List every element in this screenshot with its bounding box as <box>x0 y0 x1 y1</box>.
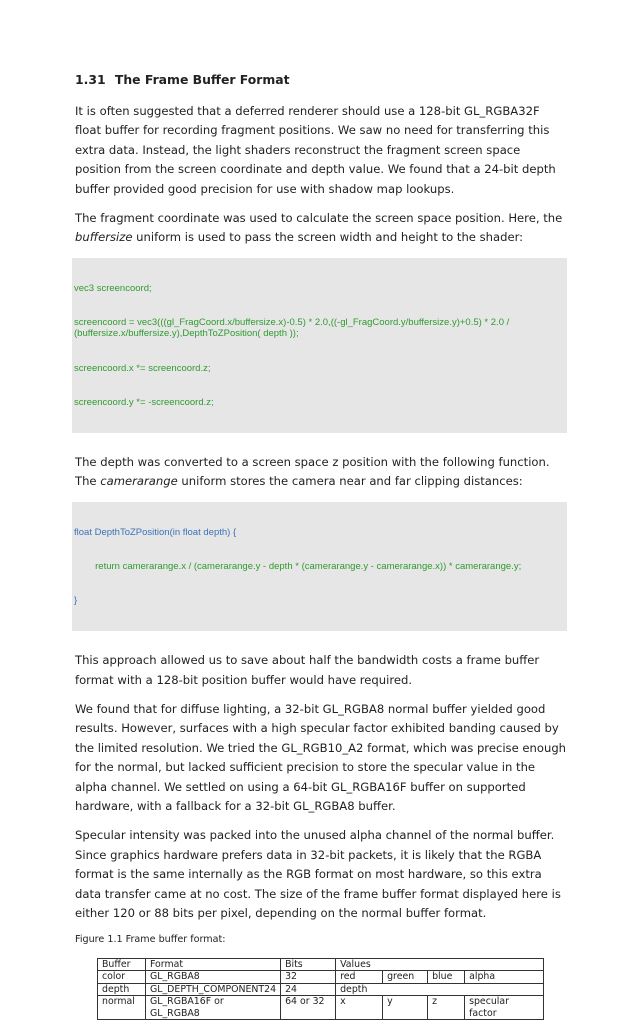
paragraph-2 <box>75 209 567 248</box>
code-line: return camerarange.x / (camerarange.y - depth * (camerarange.y - camerarange.x)) * camerarange.y; <box>74 561 565 572</box>
table-cell: x <box>336 996 383 1020</box>
code-line: screencoord.y *= -screencoord.z; <box>74 397 565 408</box>
table-cell: green <box>383 971 428 984</box>
code-line: screencoord.x *= screencoord.z; <box>74 363 565 374</box>
paragraph-3-text-b: uniform stores the camera near and far clipping distances: <box>178 474 523 488</box>
paragraph-3 <box>75 453 567 492</box>
table-cell: GL_RGBA8 <box>146 971 281 984</box>
figure-caption: Figure 1.1 Frame buffer format: <box>75 934 567 945</box>
table-cell: blue <box>428 971 465 984</box>
paragraph-1: It is often suggested that a deferred renderer should use a 128-bit GL_RGBA32F float buffer for recording fragment positions. We saw no need for transferring this extra data. Instead, the light shaders reconstruct the fragment screen space position from the screen coordinate and depth value. We found that a 24-bit depth buffer provided good precision for use with shadow map lookups. <box>75 102 567 199</box>
table-cell: y <box>383 996 428 1020</box>
paragraph-3-text-a: The depth was converted to a screen space z position with the following function. The <box>75 455 550 488</box>
table-header-cell: Format <box>146 958 281 971</box>
table-cell: depth <box>98 983 146 996</box>
table-cell: GL_RGBA16F or GL_RGBA8 <box>146 996 281 1020</box>
table-cell: GL_DEPTH_COMPONENT24 <box>146 983 281 996</box>
table-row <box>98 983 544 996</box>
paragraph-2-text-b: uniform is used to pass the screen width and height to the shader: <box>132 230 523 244</box>
table-cell: color <box>98 971 146 984</box>
code-block-screencoord <box>72 258 567 433</box>
table-cell: alpha <box>465 971 544 984</box>
paragraph-4: This approach allowed us to save about half the bandwidth costs a frame buffer format with a 128-bit position buffer would have required. <box>75 651 567 690</box>
section-title: The Frame Buffer Format <box>115 72 290 87</box>
section-heading <box>75 72 567 87</box>
frame-buffer-table <box>97 958 544 1020</box>
table-cell: 24 <box>281 983 336 996</box>
buffersize-term: buffersize <box>75 230 132 244</box>
paragraph-5: We found that for diffuse lighting, a 32-bit GL_RGBA8 normal buffer yielded good results. However, surfaces with a high specular factor exhibited banding caused by the limited resolution. We tried the GL_RGB10_A2 format, which was precise enough for the normal, but lacked sufficient precision to store the specular value in the alpha channel. We settled on using a 64-bit GL_RGBA16F buffer on supported hardware, with a fallback for a 32-bit GL_RGBA8 buffer. <box>75 700 567 816</box>
table-cell: depth <box>336 983 544 996</box>
section-number: 1.31 <box>75 72 106 87</box>
table-header-cell: Buffer <box>98 958 146 971</box>
document-page <box>75 72 567 1020</box>
camerarange-term: camerarange <box>100 474 178 488</box>
code-line: } <box>74 595 565 606</box>
table-cell: specular factor <box>465 996 544 1020</box>
table-row <box>98 996 544 1020</box>
table-cell: red <box>336 971 383 984</box>
table-header-cell: Values <box>336 958 544 971</box>
code-line: float DepthToZPosition(in float depth) { <box>74 527 565 538</box>
table-cell: normal <box>98 996 146 1020</box>
code-line: vec3 screencoord; <box>74 283 565 294</box>
code-line: screencoord = vec3(((gl_FragCoord.x/buffersize.x)-0.5) * 2.0,((-gl_FragCoord.y/buffersize.y)+0.5) * 2.0 / (buffersize.x/buffersize.y),DepthToZPosition( depth )); <box>74 317 565 340</box>
table-header-row <box>98 958 544 971</box>
table-cell: 32 <box>281 971 336 984</box>
table-header-cell: Bits <box>281 958 336 971</box>
table-cell: z <box>428 996 465 1020</box>
paragraph-2-text-a: The fragment coordinate was used to calculate the screen space position. Here, the <box>75 211 562 225</box>
code-block-depth-function <box>72 502 567 631</box>
paragraph-6: Specular intensity was packed into the unused alpha channel of the normal buffer. Since graphics hardware prefers data in 32-bit packets, it is likely that the RGBA format is the same internally as the RGB format on most hardware, so this extra data transfer came at no cost. The size of the frame buffer format displayed here is either 120 or 88 bits per pixel, depending on the normal buffer format. <box>75 826 567 923</box>
table-cell: 64 or 32 <box>281 996 336 1020</box>
table-row <box>98 971 544 984</box>
